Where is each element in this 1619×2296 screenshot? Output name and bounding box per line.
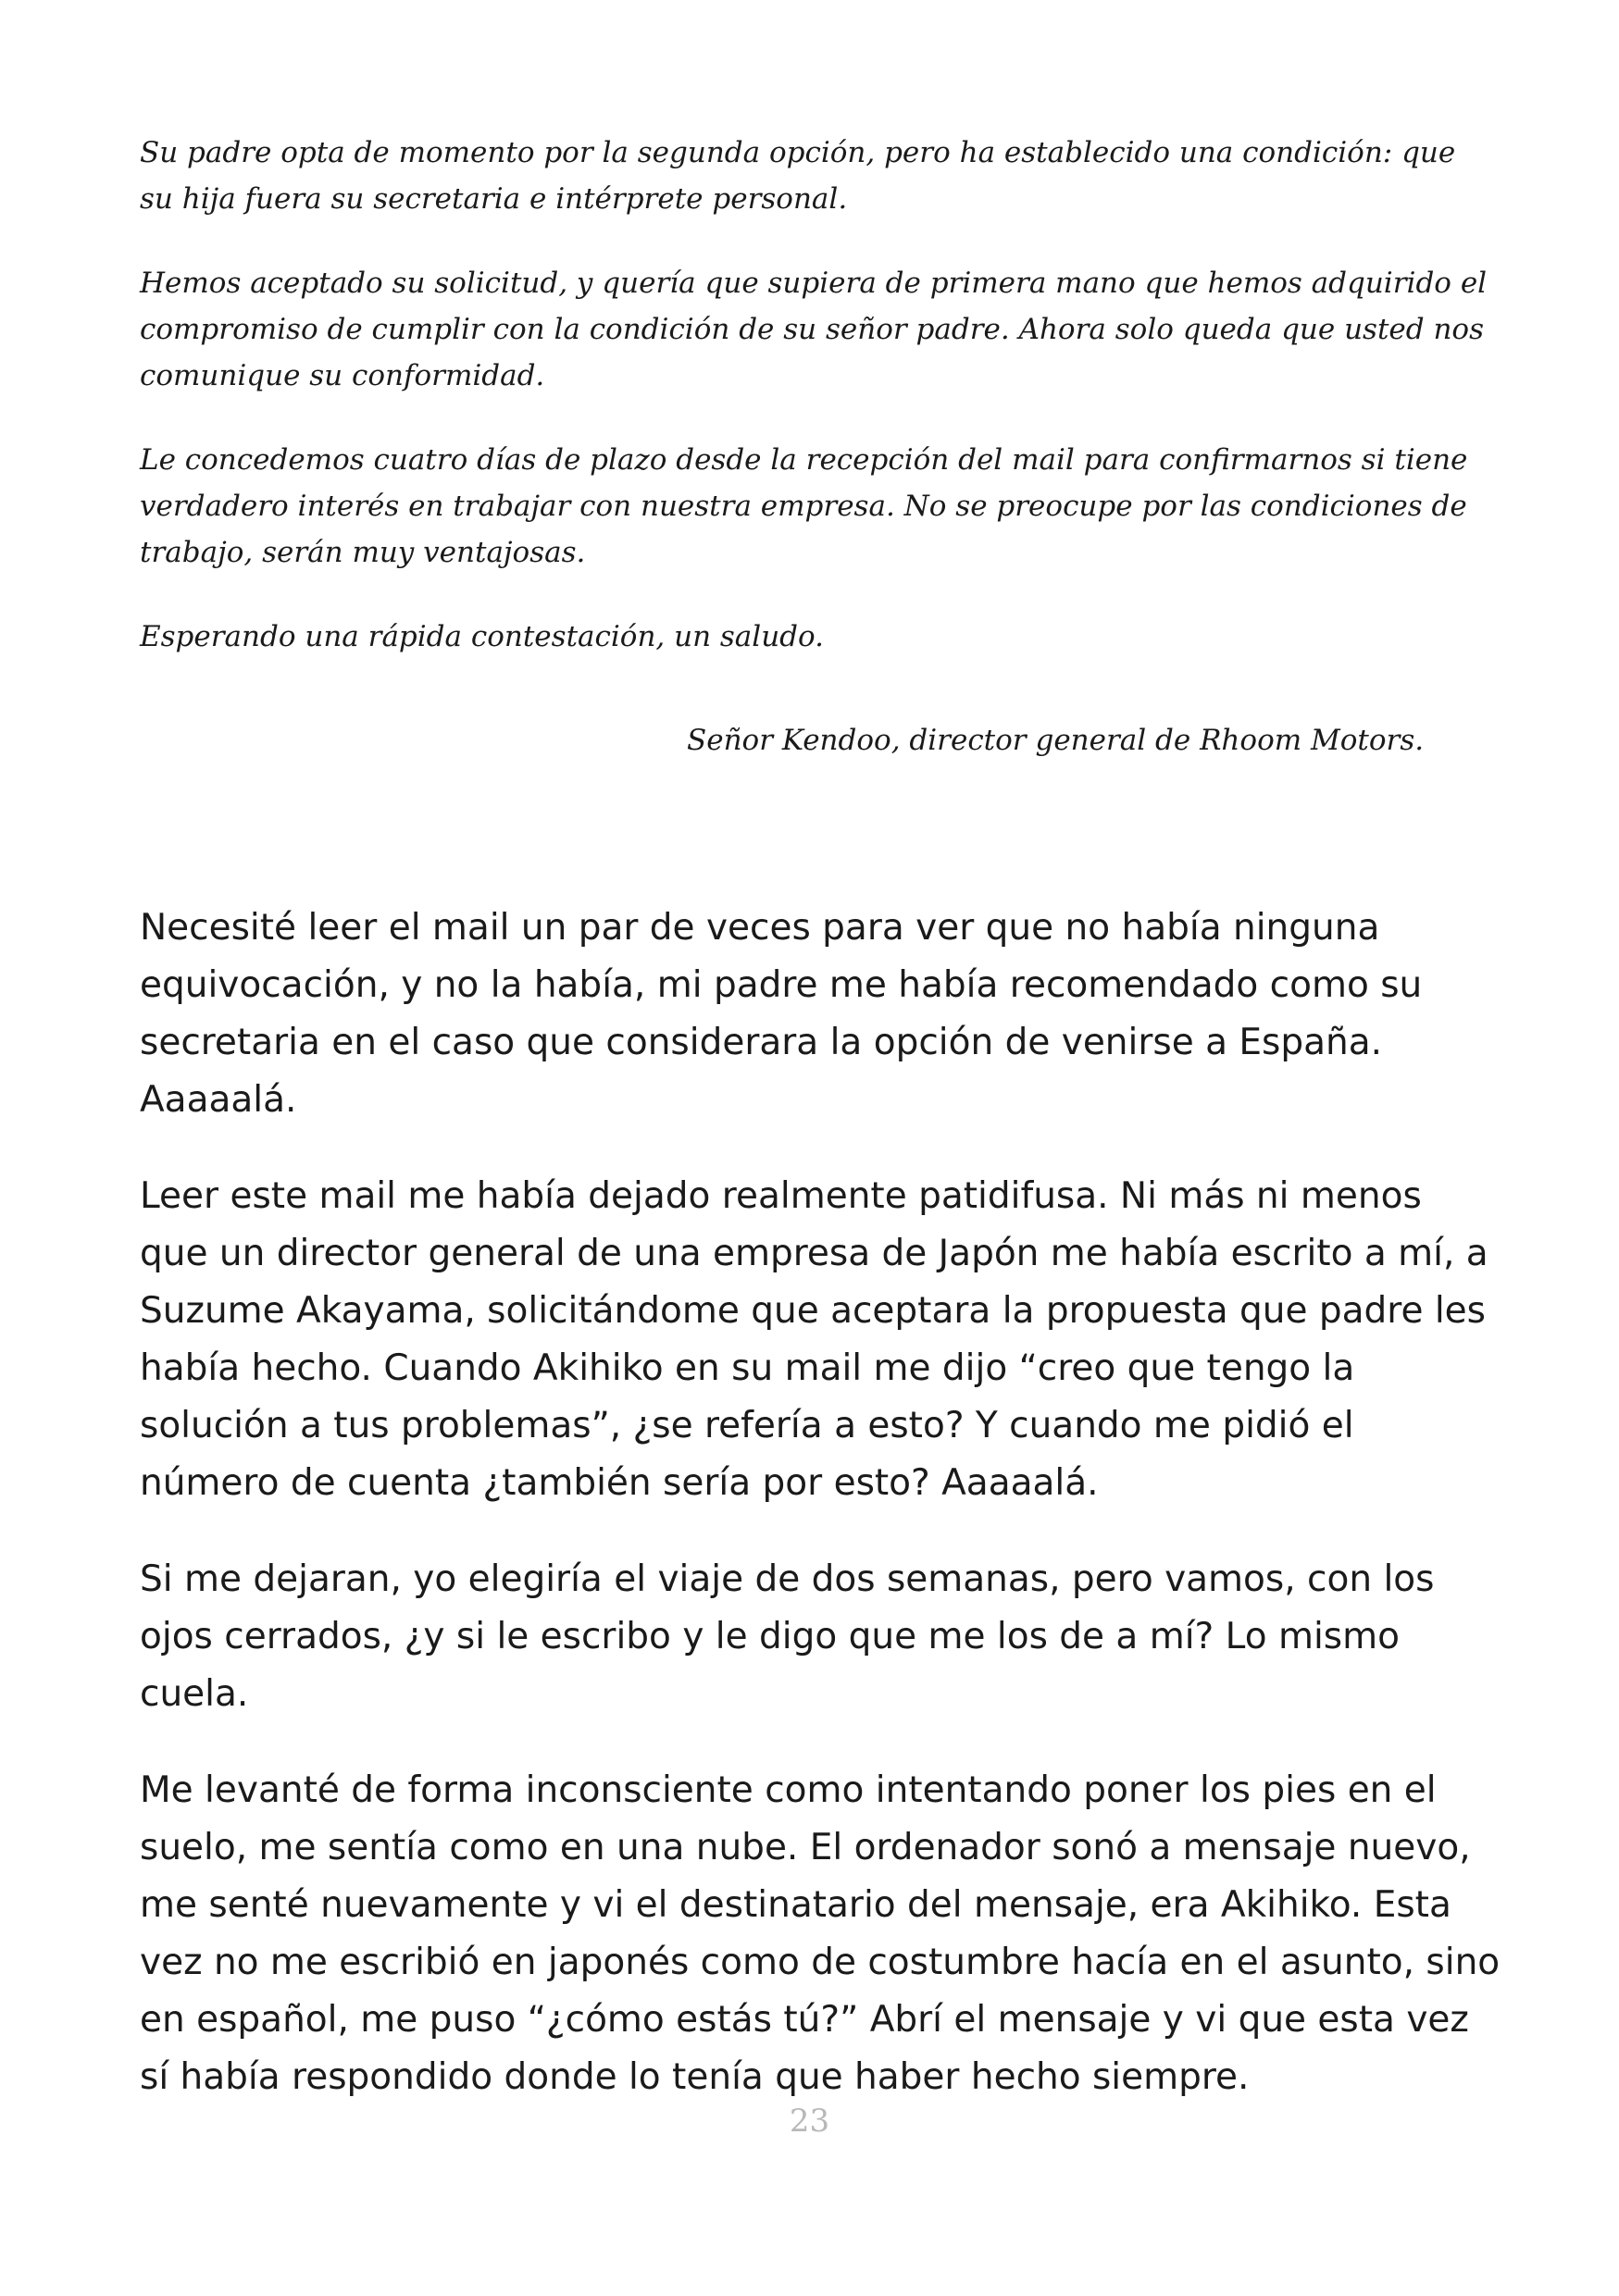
letter-paragraph: Hemos aceptado su solicitud, y quería que supiera de primera mano que hemos adquirido el compromiso de cumplir con la condición de su señor padre. Ahora solo queda que usted nos comunique su conformidad. bbox=[140, 267, 1488, 392]
quoted-letter bbox=[140, 130, 1491, 698]
narrative-paragraph: Si me dejaran, yo elegiría el viaje de dos semanas, pero vamos, con los ojos cerrados, ¿y si le escribo y le digo que me los de a mí? Lo mismo cuela. bbox=[140, 1558, 1435, 1715]
narrative-body bbox=[140, 900, 1501, 2145]
letter-paragraph: Esperando una rápida contestación, un saludo. bbox=[140, 620, 824, 653]
narrative-paragraph: Leer este mail me había dejado realmente patidifusa. Ni más ni menos que un director general de una empresa de Japón me había escrito a mí, a Suzume Akayama, solicitándome que aceptara la propuesta que padre les había hecho. Cuando Akihiko en su mail me dijo “creo que tengo la solución a tus problemas”, ¿se refería a esto? Y cuando me pidió el número de cuenta ¿también sería por esto? Aaaaalá. bbox=[140, 1175, 1488, 1504]
letter-paragraph: Le concedemos cuatro días de plazo desde la recepción del mail para confirmarnos si tiene verdadero interés en trabajar con nuestra empresa. No se preocupe por las condiciones de trabajo, serán muy ventajosas. bbox=[140, 443, 1468, 569]
letter-paragraph: Su padre opta de momento por la segunda opción, pero ha establecido una condición: que su hija fuera su secretaria e intérprete personal. bbox=[140, 136, 1456, 216]
narrative-paragraph: Me levanté de forma inconsciente como intentando poner los pies en el suelo, me sentía como en una nube. El ordenador sonó a mensaje nuevo, me senté nuevamente y vi el destinatario del mensaje, era Akihiko. Esta vez no me escribió en japonés como de costumbre hacía en el asunto, sino en español, me puso “¿cómo estás tú?” Abrí el mensaje y vi que esta vez sí había respondido donde lo tenía que haber hecho siempre. bbox=[140, 1769, 1501, 2098]
narrative-paragraph: Necesité leer el mail un par de veces para ver que no había ninguna equivocación, y no la había, mi padre me había recomendado como su secretaria en el caso que considerara la opción de venirse a España. Aaaaalá. bbox=[140, 907, 1423, 1121]
letter-signature: Señor Kendoo, director general de Rhoom Motors. bbox=[687, 724, 1425, 757]
page-number: 23 bbox=[789, 2103, 830, 2140]
